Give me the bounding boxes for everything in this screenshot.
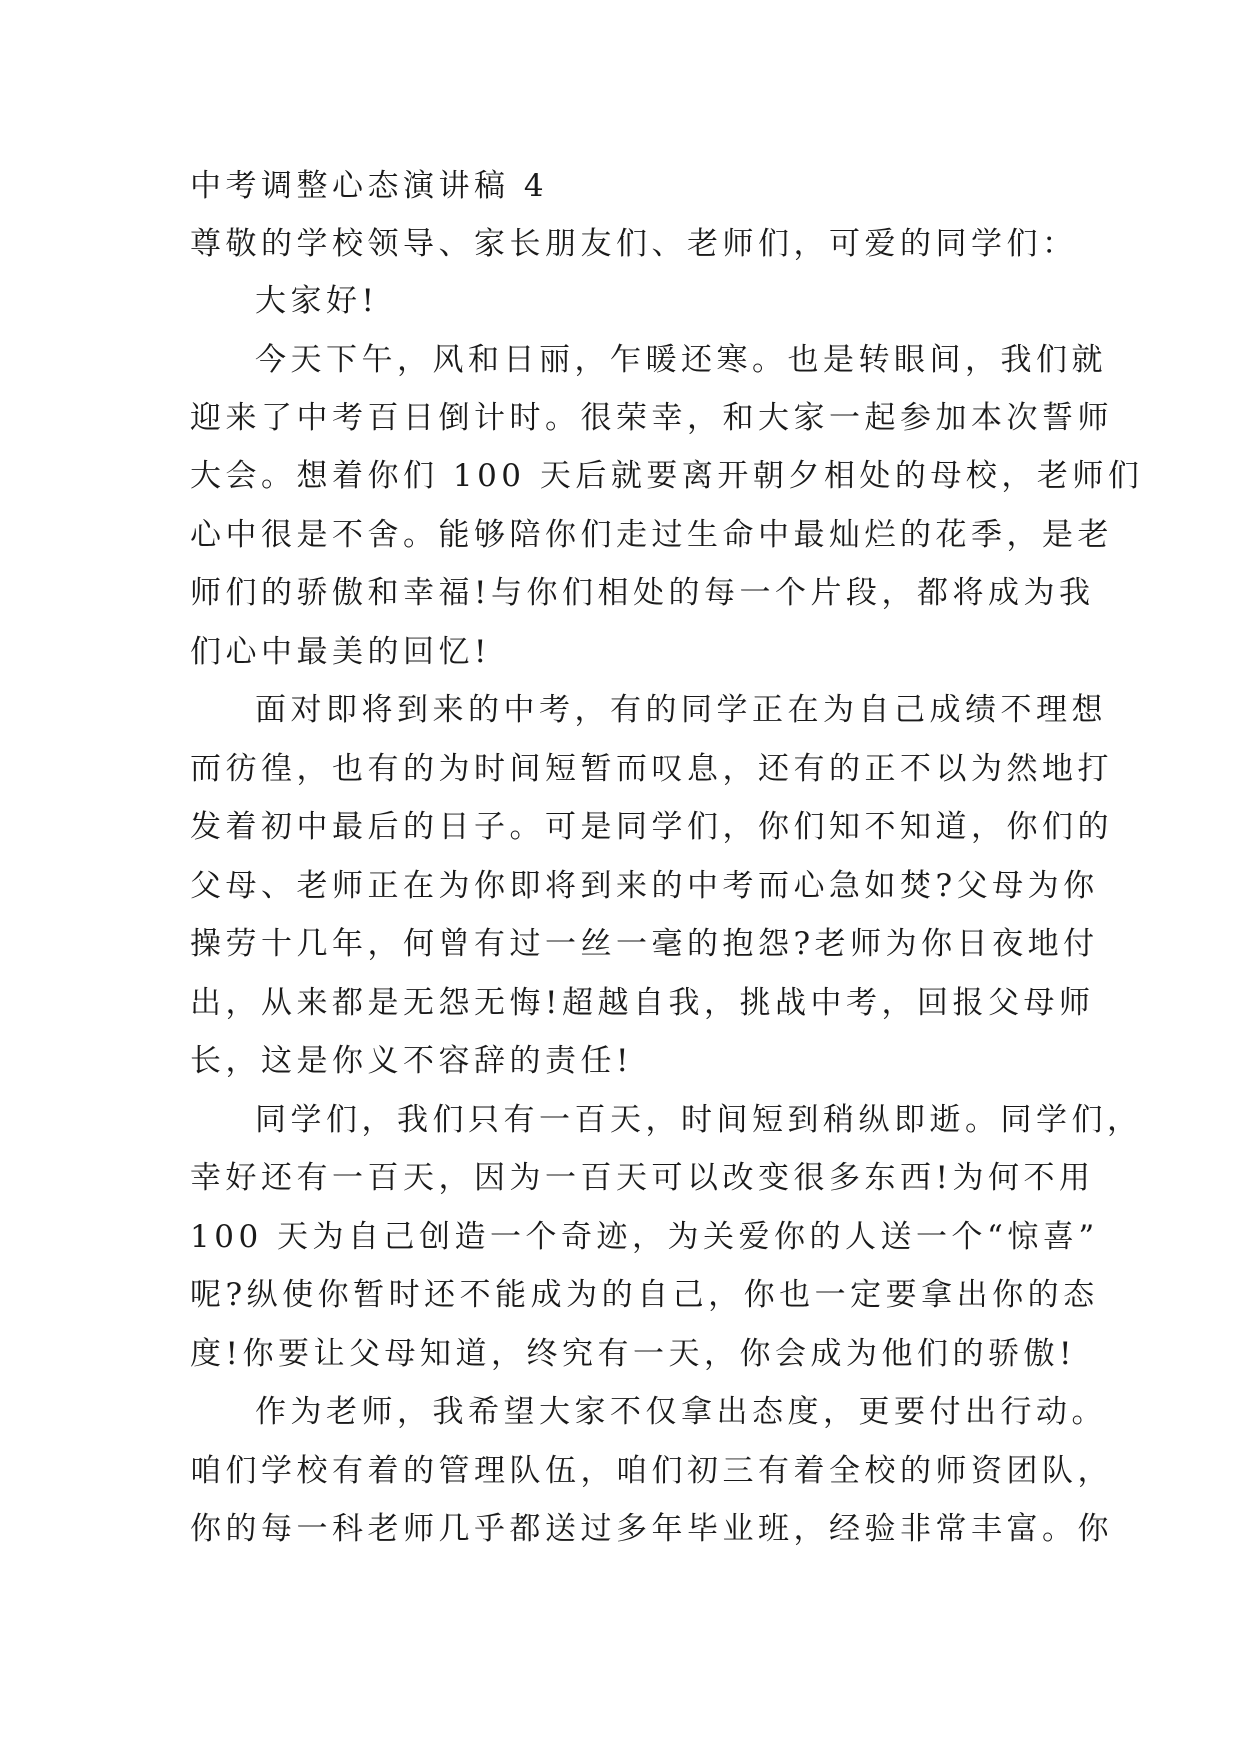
paragraph-line: 父母、老师正在为你即将到来的中考而心急如焚?父母为你	[190, 868, 1099, 904]
paragraph-line: 作为老师，我希望大家不仅拿出态度，更要付出行动。	[255, 1394, 1107, 1430]
paragraph-line: 迎来了中考百日倒计时。很荣幸，和大家一起参加本次誓师	[190, 400, 1113, 436]
paragraph-line: 大家好!	[255, 283, 379, 319]
paragraph-line: 操劳十几年，何曾有过一丝一毫的抱怨?老师为你日夜地付	[190, 926, 1099, 962]
document-title: 中考调整心态演讲稿 4	[190, 168, 549, 204]
paragraph-line: 师们的骄傲和幸福!与你们相处的每一个片段，都将成为我	[190, 575, 1095, 611]
paragraph-line: 呢?纵使你暂时还不能成为的自己，你也一定要拿出你的态	[190, 1277, 1099, 1313]
paragraph-line: 发着初中最后的日子。可是同学们，你们知不知道，你们的	[190, 809, 1113, 845]
paragraph-line: 大会。想着你们 100 天后就要离开朝夕相处的母校，老师们	[190, 458, 1144, 494]
paragraph-line: 今天下午，风和日丽，乍暖还寒。也是转眼间，我们就	[255, 342, 1107, 378]
paragraph-line: 同学们，我们只有一百天，时间短到稍纵即逝。同学们，	[255, 1102, 1143, 1138]
salutation: 尊敬的学校领导、家长朋友们、老师们，可爱的同学们：	[190, 226, 1078, 262]
paragraph-line: 度!你要让父母知道，终究有一天，你会成为他们的骄傲!	[190, 1336, 1076, 1372]
paragraph-line: 们心中最美的回忆!	[190, 634, 491, 670]
paragraph-line: 心中很是不舍。能够陪你们走过生命中最灿烂的花季，是老	[190, 517, 1113, 553]
paragraph-line: 你的每一科老师几乎都送过多年毕业班，经验非常丰富。你	[190, 1511, 1113, 1547]
paragraph-line: 幸好还有一百天，因为一百天可以改变很多东西!为何不用	[190, 1160, 1095, 1196]
paragraph-line: 出，从来都是无怨无悔!超越自我，挑战中考，回报父母师	[190, 985, 1095, 1021]
paragraph-line: 而彷徨，也有的为时间短暂而叹息，还有的正不以为然地打	[190, 751, 1113, 787]
paragraph-line: 长，这是你义不容辞的责任!	[190, 1043, 633, 1079]
paragraph-line: 100 天为自己创造一个奇迹，为关爱你的人送一个“惊喜”	[190, 1219, 1099, 1255]
paragraph-line: 咱们学校有着的管理队伍，咱们初三有着全校的师资团队，	[190, 1453, 1113, 1489]
paragraph-line: 面对即将到来的中考，有的同学正在为自己成绩不理想	[255, 692, 1107, 728]
